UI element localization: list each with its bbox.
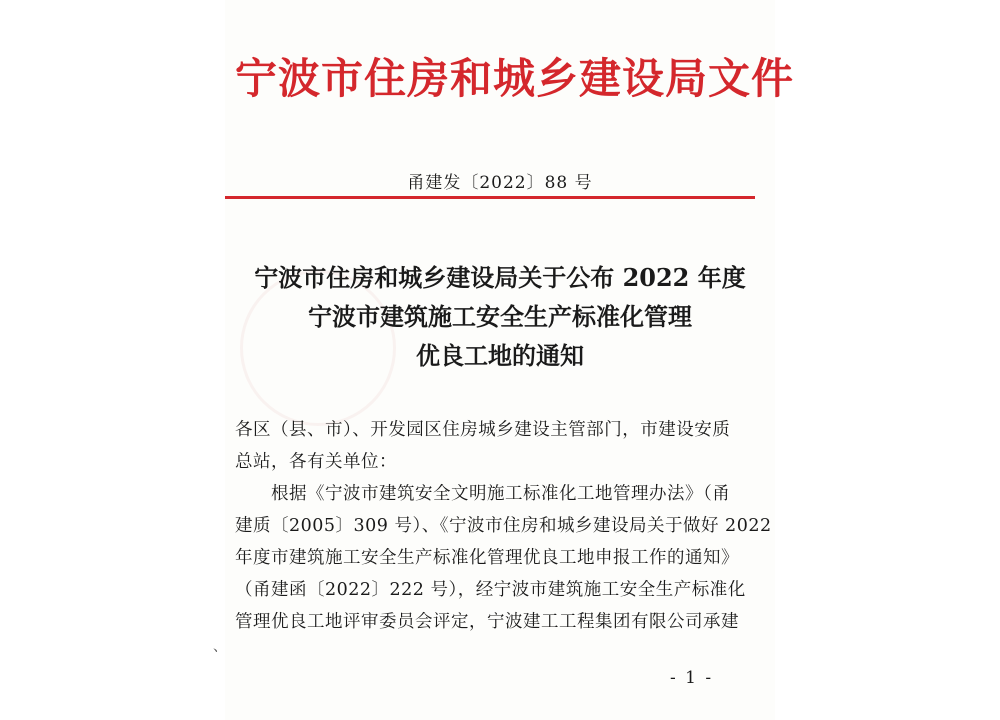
body-paragraph-line: 建质〔2005〕309 号）、《宁波市住房和城乡建设局关于做好 2022	[235, 516, 772, 536]
margin-mark: 、	[213, 639, 227, 655]
addressee-line: 总站，各有关单位：	[235, 452, 397, 472]
body-paragraph-line: 根据《宁波市建筑安全文明施工标准化工地管理办法》（甬	[271, 484, 731, 504]
document-number: 甬建发〔2022〕88 号	[407, 173, 593, 193]
page-number: - 1 -	[670, 668, 714, 688]
notice-title-line: 宁波市住房和城乡建设局关于公布 2022 年度	[254, 263, 746, 292]
body-paragraph-line: 年度市建筑施工安全生产标准化管理优良工地申报工作的通知》	[235, 548, 739, 568]
issuing-authority-header: 宁波市住房和城乡建设局文件	[235, 54, 795, 103]
notice-title-line: 优良工地的通知	[416, 341, 584, 370]
addressee-line: 各区（县、市）、开发园区住房城乡建设主管部门，市建设安质	[235, 420, 731, 440]
body-paragraph-line: 管理优良工地评审委员会评定，宁波建工工程集团有限公司承建	[235, 612, 739, 632]
notice-title-line: 宁波市建筑施工安全生产标准化管理	[308, 302, 692, 331]
body-paragraph-line: （甬建函〔2022〕222 号），经宁波市建筑施工安全生产标准化	[235, 580, 746, 600]
notice-title	[225, 258, 775, 375]
red-separator-line	[225, 196, 755, 199]
notice-body	[235, 414, 772, 638]
